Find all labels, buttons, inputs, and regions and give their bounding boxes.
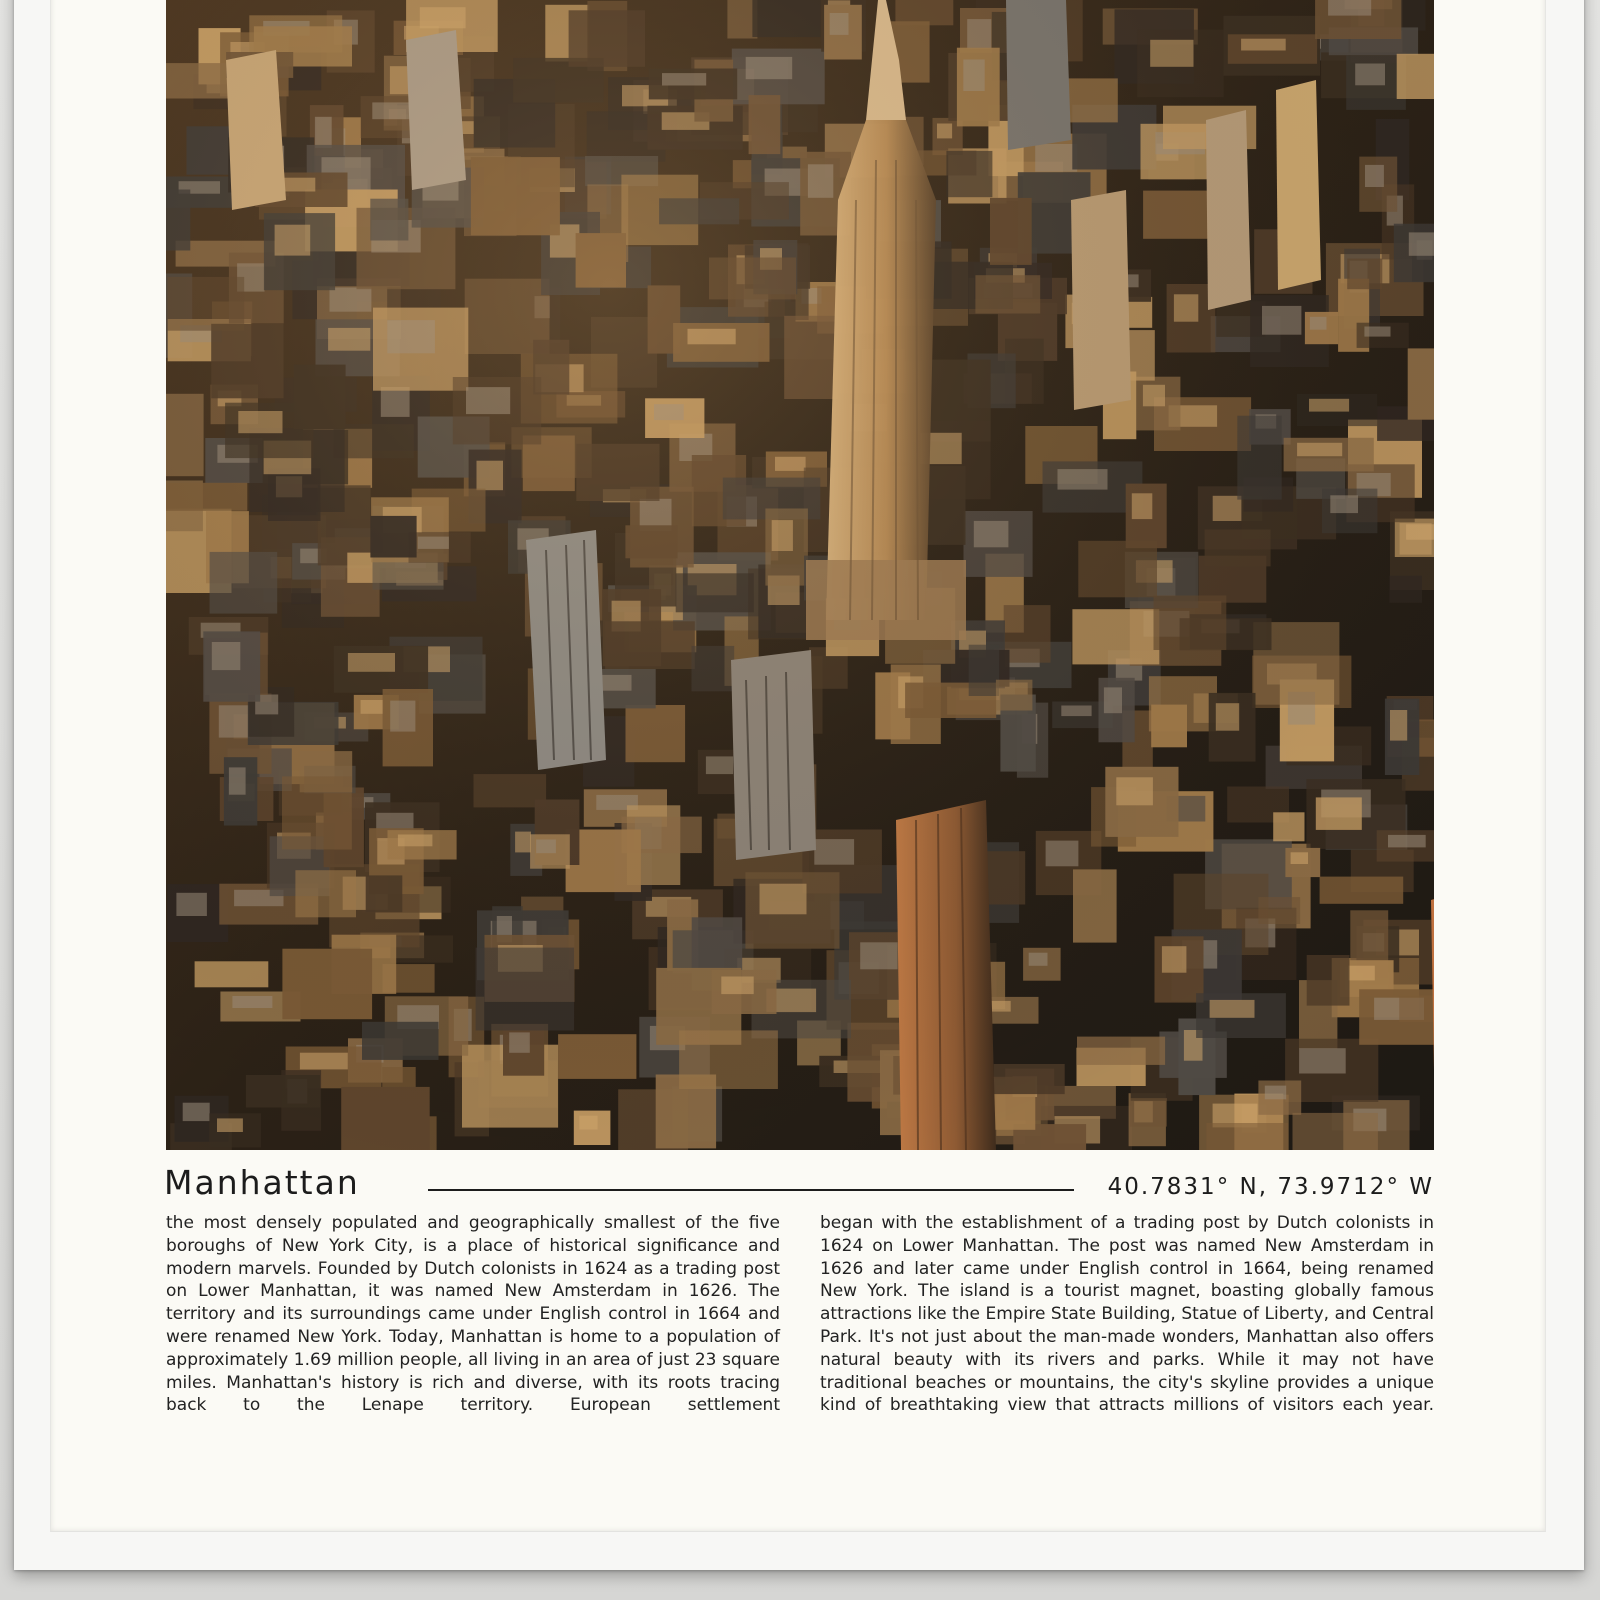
aerial-city-photo (166, 0, 1434, 1150)
description-left-column: the most densely populated and geographically smallest of the five boroughs of New York City, is a place of historical significance and modern marvels. Founded by Dutch colonists in 1624 as a trading post on Lower Manhattan, it was named New Amsterdam in 1626. The territory and its surroundings came under English control in 1664 and were renamed New York. Today, Manhattan is home to a population of approximately 1.69 million people, all living in an area of just 23 square miles. Manhattan's history is rich and diverse, with its roots tracing back to the Lenape territory. European settlement (166, 1213, 780, 1416)
skyline-illustration (166, 0, 1434, 1150)
description-right-column: began with the establishment of a trading post by Dutch colonists in 1624 on Lower Manhattan. The post was named New Amsterdam in 1626 and later came under English control in 1664, being renamed New York. The island is a tourist magnet, boasting globally famous attractions like the Empire State Building, Statue of Liberty, and Central Park. It's not just about the man-made wonders, Manhattan also offers natural beauty with its rivers and parks. While it may not have traditional beaches or mountains, the city's skyline provides a unique kind of breathtaking view that attracts millions of visitors each year. (820, 1213, 1434, 1416)
coordinates-label: 40.7831° N, 73.9712° W (1107, 1174, 1434, 1200)
title-divider-line (428, 1189, 1074, 1191)
poster-title: Manhattan (164, 1163, 360, 1202)
